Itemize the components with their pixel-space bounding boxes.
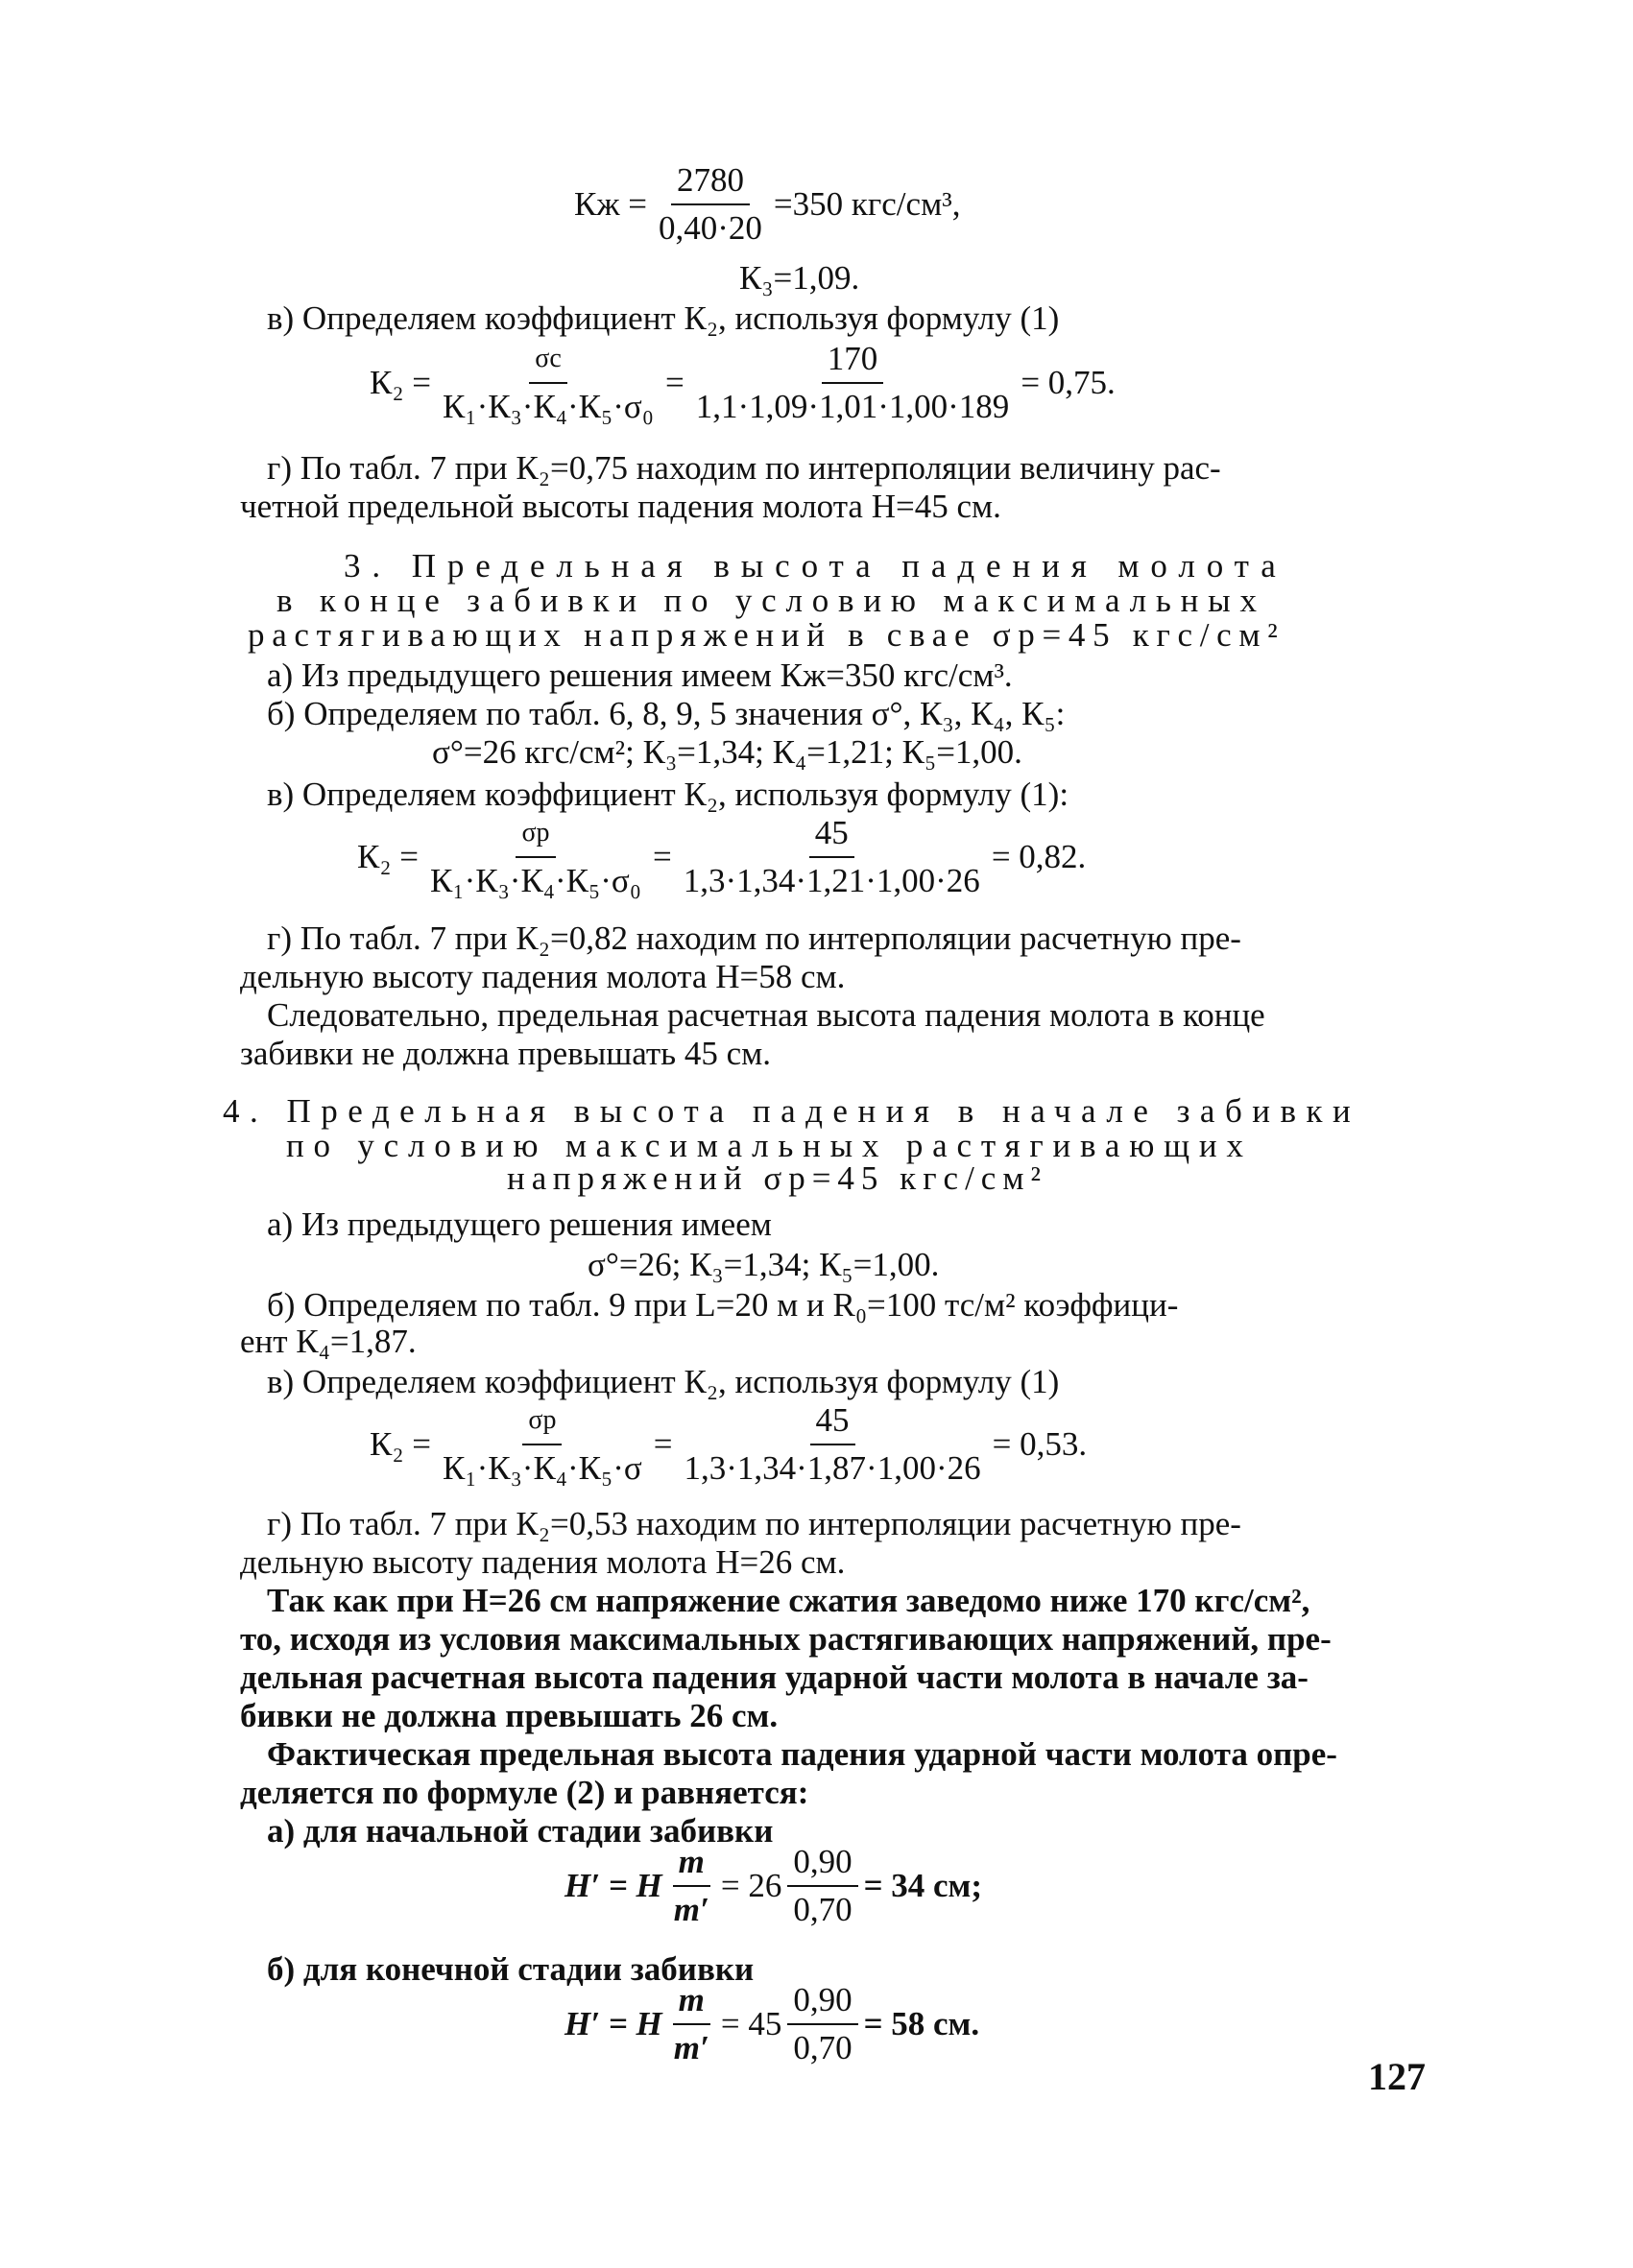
equation-h1 — [564, 1843, 982, 1929]
eq-k2c-num1: σр — [522, 1401, 562, 1445]
eq-k2b-num2: 45 — [809, 814, 854, 858]
stage-a: а) для начальной стадии забивки — [267, 1812, 774, 1850]
eq-k2c-den2: 1,3·1,34·1,87·1,00·26 — [684, 1449, 981, 1487]
page-number: 127 — [1368, 2055, 1426, 2098]
sec4-b-line1: б) Определяем по табл. 9 при L=20 м и R₀=100 тс/м² коэффици- — [267, 1286, 1179, 1324]
eq-h1-eq: = 26 — [720, 1867, 782, 1904]
eq-h1-num2: 0,90 — [787, 1843, 857, 1887]
eq-kzh-den: 0,40·20 — [659, 209, 762, 247]
eq-kzh-rhs: =350 кгс/см³, — [773, 185, 961, 223]
equation-k2-a — [370, 340, 1116, 426]
eq-h2-den2: 0,70 — [793, 2029, 853, 2066]
para-sled-line1: Следовательно, предельная расчетная высота падения молота в конце — [267, 996, 1265, 1034]
para-sled-line2: забивки не должна превышать 45 см. — [240, 1035, 772, 1072]
sec4-a: а) Из предыдущего решения имеем — [267, 1206, 772, 1243]
equation-h2 — [564, 1981, 979, 2067]
para-tak-line4: бивки не должна превышать 26 см. — [240, 1697, 779, 1734]
eq-h2-eq: = 45 — [720, 2005, 782, 2042]
eq-h2-num2: 0,90 — [787, 1981, 857, 2025]
para-tak-line2: то, исходя из условия максимальных растягивающих напряжений, пре- — [240, 1620, 1332, 1658]
eq-h2-fraction1 — [668, 1981, 715, 2067]
heading3-line3: растягивающих напряжений в свае σр=45 кгс/см² — [248, 616, 1285, 654]
eq-k2b-fraction1 — [424, 814, 647, 900]
para-fakt-line2: деляется по формуле (2) и равняется: — [240, 1774, 809, 1811]
sec4-v: в) Определяем коэффициент К₂, используя формулу (1) — [267, 1363, 1060, 1400]
sec3-vals: σ°=26 кгс/см²; К₃=1,34; К₄=1,21; К₅=1,00. — [432, 733, 1022, 771]
line-v1: в) Определяем коэффициент К₂, используя формулу (1) — [267, 299, 1060, 337]
eq-k2c-fraction1 — [437, 1401, 648, 1488]
eq-kzh-fraction — [653, 161, 768, 248]
eq-k2b-num1: σр — [516, 814, 555, 858]
eq-h1-num1: m — [673, 1843, 710, 1887]
eq-h1-den1: m′ — [673, 1891, 709, 1928]
sec3-v: в) Определяем коэффициент К₂, используя формулу (1): — [267, 776, 1069, 813]
eq-h1-fraction2 — [787, 1843, 857, 1929]
heading3-line1: 3. Предельная высота падения молота — [344, 547, 1287, 585]
sec3-a: а) Из предыдущего решения имеем Кж=350 кгс/см³. — [267, 657, 1013, 694]
para-fakt-line1: Фактическая предельная высота падения ударной части молота опре- — [267, 1735, 1337, 1773]
eq-kzh-num: 2780 — [671, 161, 750, 205]
equation-kzh — [574, 161, 960, 248]
eq-h2-num1: m — [673, 1981, 710, 2025]
eq-h2-den1: m′ — [673, 2029, 709, 2066]
eq-k2a-num1: σс — [529, 340, 567, 384]
equation-k2-b — [357, 814, 1086, 900]
para-g1-line1: г) По табл. 7 при К₂=0,75 находим по интерполяции величину рас- — [267, 449, 1221, 487]
eq-k2c-num2: 45 — [810, 1401, 855, 1445]
heading4-line3: напряжений σр=45 кгс/см² — [507, 1159, 1047, 1197]
heading4-line1: 4. Предельная высота падения в начале забивки — [223, 1092, 1361, 1130]
eq-k2c-rhs: = 0,53. — [992, 1425, 1088, 1463]
eq-h1-den2: 0,70 — [793, 1891, 853, 1928]
eq-k2c-fraction2 — [678, 1401, 986, 1488]
k3-line: К₃=1,09. — [739, 259, 860, 297]
eq-k2c-den1: К₁·К₃·К₄·К₅·σ — [443, 1449, 642, 1487]
stage-b: б) для конечной стадии забивки — [267, 1950, 755, 1988]
equation-k2-c — [370, 1401, 1087, 1488]
para-tak-line1: Так как при H=26 см напряжение сжатия заведомо ниже 170 кгс/см², — [267, 1582, 1310, 1619]
eq-k2a-lhs: К₂ = — [370, 364, 432, 401]
sec3-b: б) Определяем по табл. 6, 8, 9, 5 значения σ°, К₃, К₄, К₅: — [267, 695, 1066, 732]
eq-k2c-eq: = — [653, 1425, 673, 1463]
eq-k2a-eq: = — [664, 364, 684, 401]
eq-k2a-rhs: = 0,75. — [1021, 364, 1116, 401]
heading4-line2: по условию максимальных растягивающих — [286, 1127, 1253, 1164]
para-g1-line2: четной предельной высоты падения молота H=45 см. — [240, 488, 1001, 525]
eq-k2b-eq: = — [652, 838, 672, 875]
eq-k2a-den2: 1,1·1,09·1,01·1,00·189 — [695, 388, 1010, 425]
eq-k2b-lhs: К₂ = — [357, 838, 420, 875]
heading3-line2: в конце забивки по условию максимальных — [276, 582, 1266, 619]
eq-k2a-fraction1 — [437, 340, 660, 426]
para-g2-line2: дельную высоту падения молота H=58 см. — [240, 958, 846, 995]
eq-k2b-den1: К₁·К₃·К₄·К₅·σ₀ — [430, 862, 641, 899]
eq-k2a-fraction2 — [690, 340, 1016, 426]
eq-h1-rhs: = 34 см; — [863, 1867, 983, 1904]
eq-k2b-fraction2 — [678, 814, 986, 900]
para-g3-line2: дельную высоту падения молота H=26 см. — [240, 1543, 846, 1581]
para-g3-line1: г) По табл. 7 при К₂=0,53 находим по интерполяции расчетную пре- — [267, 1505, 1241, 1542]
eq-h1-lhs: H′ = H — [564, 1867, 662, 1904]
sec4-vals: σ°=26; К₃=1,34; К₅=1,00. — [588, 1246, 940, 1283]
eq-h2-fraction2 — [787, 1981, 857, 2067]
eq-h2-lhs: H′ = H — [564, 2005, 662, 2042]
para-g2-line1: г) По табл. 7 при К₂=0,82 находим по интерполяции расчетную пре- — [267, 919, 1241, 957]
eq-kzh-lhs: Кж = — [574, 185, 648, 223]
eq-k2c-lhs: К₂ = — [370, 1425, 432, 1463]
eq-k2a-num2: 170 — [822, 340, 884, 384]
sec4-b-line2: ент К₄=1,87. — [240, 1323, 417, 1360]
eq-k2a-den1: К₁·К₃·К₄·К₅·σ₀ — [443, 388, 654, 425]
eq-k2b-den2: 1,3·1,34·1,21·1,00·26 — [683, 862, 980, 899]
eq-h2-rhs: = 58 см. — [863, 2005, 980, 2042]
eq-h1-fraction1 — [668, 1843, 715, 1929]
eq-k2b-rhs: = 0,82. — [991, 838, 1087, 875]
para-tak-line3: дельная расчетная высота падения ударной части молота в начале за- — [240, 1659, 1309, 1696]
